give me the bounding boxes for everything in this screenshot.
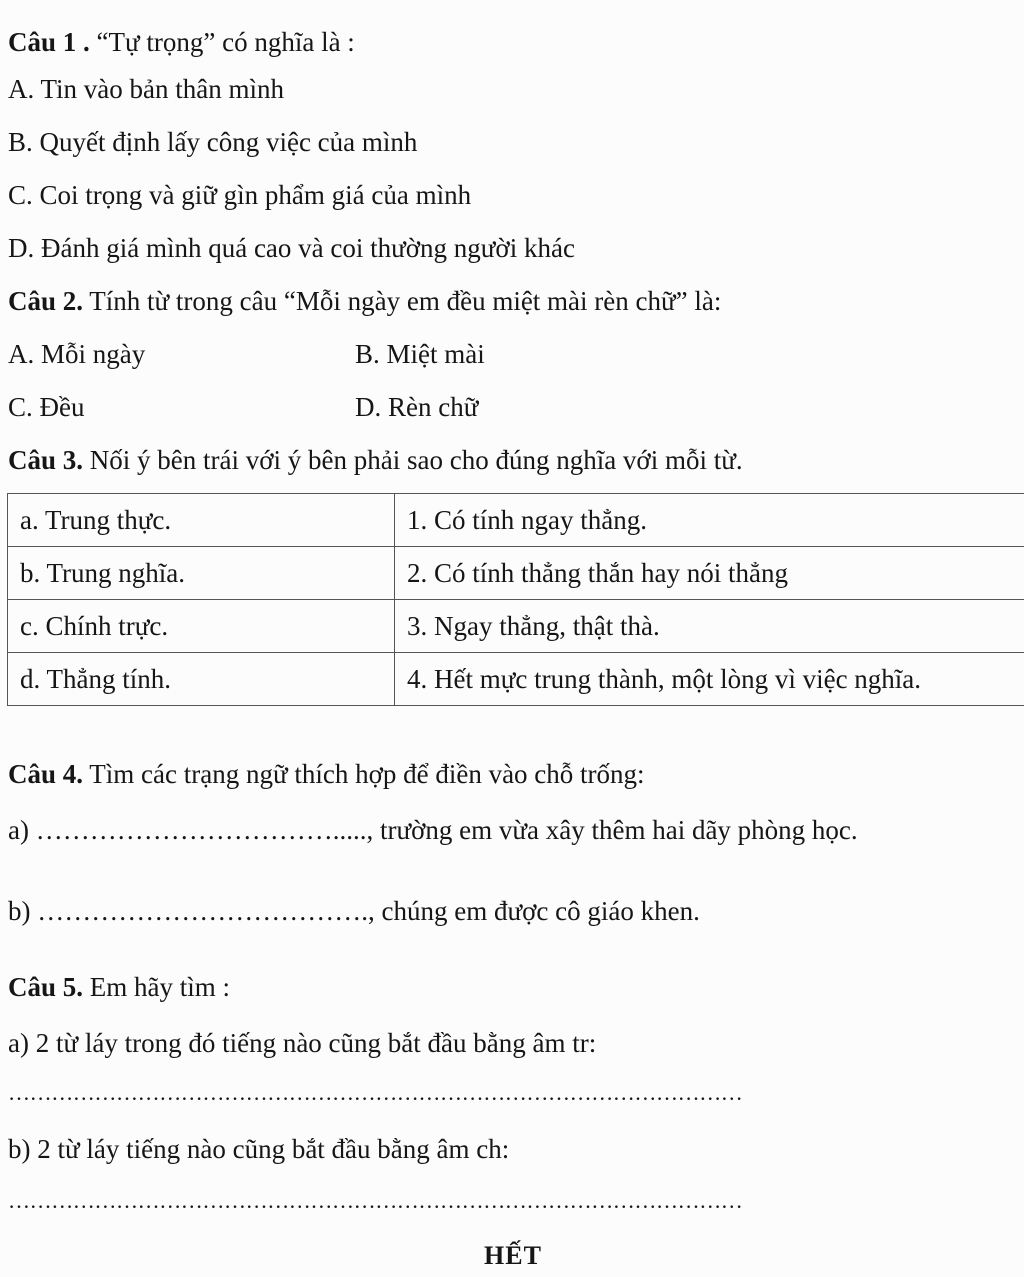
table-row xyxy=(8,653,1024,706)
q3-label: Câu 3. xyxy=(8,445,84,475)
q4-item-b xyxy=(8,895,700,927)
q4-heading xyxy=(8,758,645,790)
q5-item-a: a) 2 từ láy trong đó tiếng nào cũng bắt đầu bằng âm tr: xyxy=(8,1028,597,1058)
table-cell-left: a. Trung thực. xyxy=(8,494,395,547)
q2-option-c: C. Đều xyxy=(8,392,85,422)
q4-text: Tìm các trạng ngữ thích hợp để điền vào chỗ trống: xyxy=(89,759,645,789)
table-cell-right: 1. Có tính ngay thẳng. xyxy=(395,494,1024,547)
q4-b-blank: ………………………………., xyxy=(37,896,375,926)
table-cell-left: b. Trung nghĩa. xyxy=(8,547,395,600)
q2-option-a: A. Mỗi ngày xyxy=(8,339,146,369)
q1-heading xyxy=(8,26,355,58)
q1-option-d: D. Đánh giá mình quá cao và coi thường người khác xyxy=(8,233,575,263)
q4-b-text: chúng em được cô giáo khen. xyxy=(374,896,700,926)
q2-option-d: D. Rèn chữ xyxy=(355,392,479,422)
q2-label: Câu 2. xyxy=(8,286,84,316)
table-cell-right: 2. Có tính thẳng thắn hay nói thẳng xyxy=(395,547,1024,600)
q5-b-blank: ………………………………………………………………………………………… xyxy=(8,1188,743,1213)
q2-heading xyxy=(8,285,721,317)
q5-a-blank: ………………………………………………………………………………………… xyxy=(8,1080,743,1105)
q5-text: Em hãy tìm : xyxy=(89,972,230,1002)
q4-item-a xyxy=(8,814,858,846)
table-cell-right: 3. Ngay thẳng, thật thà. xyxy=(395,600,1024,653)
q2-text: Tính từ trong câu “Mỗi ngày em đều miệt mài rèn chữ” là: xyxy=(89,286,722,316)
q1-option-c: C. Coi trọng và giữ gìn phẩm giá của mình xyxy=(8,180,472,210)
table-cell-left: d. Thẳng tính. xyxy=(8,653,395,706)
q3-heading xyxy=(8,444,743,476)
q2-option-b: B. Miệt mài xyxy=(355,339,485,369)
q4-a-blank: ……………………………....., xyxy=(35,815,374,845)
q1-text: “Tự trọng” có nghĩa là : xyxy=(96,27,355,57)
q5-heading xyxy=(8,971,230,1003)
q4-a-text: trường em vừa xây thêm hai dãy phòng học. xyxy=(373,815,858,845)
table-row xyxy=(8,494,1024,547)
q1-label: Câu 1 . xyxy=(8,27,90,57)
q3-text: Nối ý bên trái với ý bên phải sao cho đúng nghĩa với mỗi từ. xyxy=(89,445,743,475)
matching-table xyxy=(7,493,1024,706)
end-marker: HẾT xyxy=(484,1241,542,1270)
q1-option-a: A. Tin vào bản thân mình xyxy=(8,74,285,104)
table-cell-right: 4. Hết mực trung thành, một lòng vì việc nghĩa. xyxy=(395,653,1024,706)
q4-a-prefix: a) xyxy=(8,815,29,845)
table-row xyxy=(8,600,1024,653)
q4-label: Câu 4. xyxy=(8,759,84,789)
table-cell-left: c. Chính trực. xyxy=(8,600,395,653)
q5-item-b: b) 2 từ láy tiếng nào cũng bắt đầu bằng âm ch: xyxy=(8,1134,510,1164)
q4-b-prefix: b) xyxy=(8,896,31,926)
q5-label: Câu 5. xyxy=(8,972,84,1002)
table-row xyxy=(8,547,1024,600)
q1-option-b: B. Quyết định lấy công việc của mình xyxy=(8,127,418,157)
